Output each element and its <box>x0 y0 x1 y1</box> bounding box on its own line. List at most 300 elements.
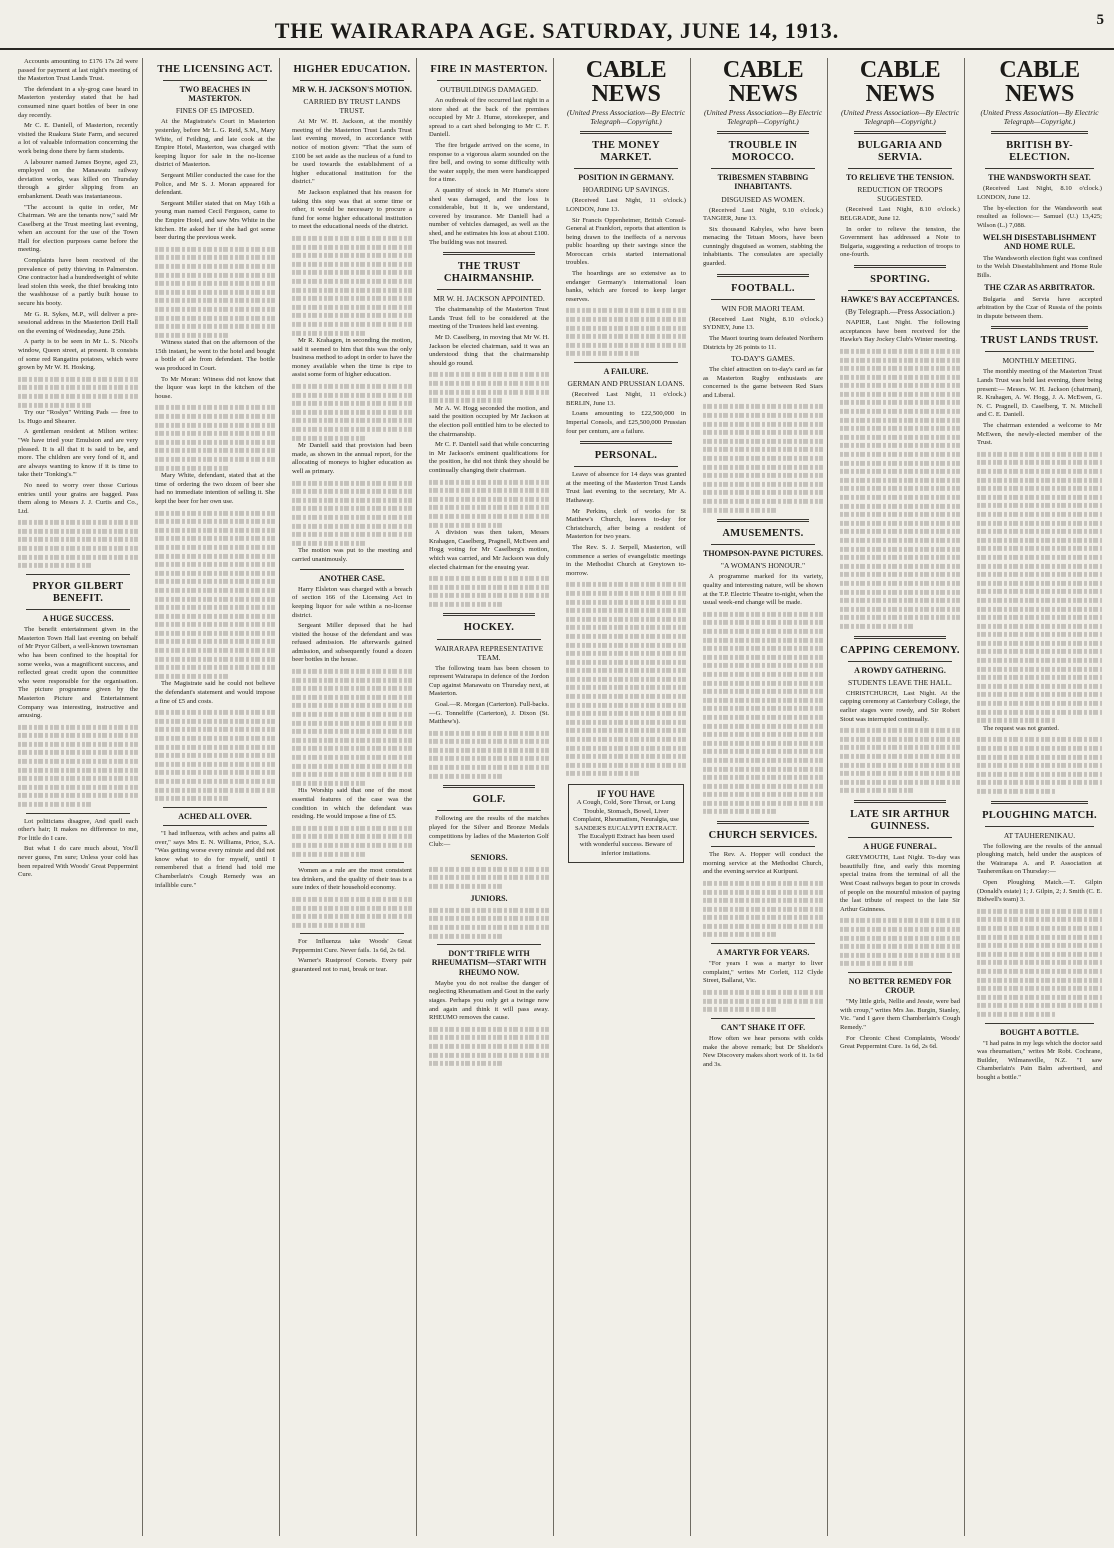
text-line <box>18 759 138 764</box>
subheading: HAWKE'S BAY ACCEPTANCES. <box>840 294 960 304</box>
text-line <box>566 703 686 708</box>
text-line <box>155 545 275 550</box>
text-line <box>292 279 412 284</box>
text-line <box>155 779 275 784</box>
text-line <box>155 596 275 601</box>
text-line <box>566 351 640 356</box>
text-line <box>18 563 92 568</box>
text-line <box>566 343 686 348</box>
column-rule <box>848 290 952 291</box>
headline-licensing-act: THE LICENSING ACT. <box>157 64 273 75</box>
text-line <box>155 281 275 286</box>
text-line <box>18 394 138 399</box>
text-line <box>155 674 229 679</box>
text-line <box>155 579 275 584</box>
text-line <box>840 572 960 577</box>
column-rule <box>711 1018 815 1019</box>
page-number: 5 <box>1096 12 1104 28</box>
text-line <box>977 452 1102 457</box>
text-line <box>977 789 1055 794</box>
text-line <box>977 943 1102 948</box>
advert-paragraph: Women as a rule are the most consistent tea drinkers, and the quality of their teas is a sure index of their household economy. <box>292 867 412 892</box>
text-line <box>840 366 960 371</box>
news-paragraph: Accounts amounting to £176 17s 2d were passed for payment at last night's meeting of the Masterton Trust Lands Trust. <box>18 58 138 83</box>
subheading: AT TAUHERENIKAU. <box>1003 830 1076 840</box>
news-paragraph: The monthly meeting of the Masterton Trust Lands Trust was held last evening, there being present:— Messrs. W. H. Jackson (chairman), R. Krahagen, A. W. Hogg, J. A. McEwen, G. N. C. Pragnell, D. Caselberg, T. N. Mitchell and C. E. Daniell. <box>977 368 1102 419</box>
text-line <box>292 532 412 537</box>
subheading: MR W. H. JACKSON APPOINTED. <box>433 294 545 304</box>
text-line <box>155 264 275 269</box>
text-line <box>703 490 823 495</box>
column-3 <box>288 58 417 1536</box>
text-line <box>429 934 503 939</box>
news-paragraph: Six thousand Kabyles, who have been menacing the Tetuan Moors, have been cunningly disguised as women, stabbing the inhabitants. The consulates are specially guarded. <box>703 225 823 268</box>
text-line <box>703 620 823 625</box>
text-line <box>840 435 960 440</box>
text-line <box>18 793 138 798</box>
text-line <box>292 905 412 910</box>
text-line <box>155 431 275 436</box>
text-line <box>18 546 138 551</box>
headline-british-by-election: BRITISH BY-ELECTION. <box>1006 140 1073 164</box>
news-paragraph: Mr A. W. Hogg seconded the motion, and said the position occupied by Mr Jackson at the election poll entitled him to be elected to the chairmanship. <box>429 404 549 438</box>
text-line <box>18 768 138 773</box>
text-line <box>292 541 366 546</box>
text-line <box>429 522 503 527</box>
text-line <box>292 914 412 919</box>
text-line <box>18 776 138 781</box>
headline-ploughing-match: PLOUGHING MATCH. <box>982 809 1097 821</box>
news-paragraph: The chief attraction on to-day's card as far as Masterton Rugby enthusiasts are concerned is the game between Red Stars and Liberal. <box>703 366 823 399</box>
column-rule <box>848 168 952 169</box>
headline-fire-in-masterton: FIRE IN MASTERTON. <box>430 64 548 75</box>
dateline: (Received Last Night, 11 o'clock.) LONDON, June 13. <box>566 197 686 213</box>
text-line <box>840 512 960 517</box>
text-line <box>155 605 275 610</box>
column-rule <box>985 826 1094 827</box>
text-line <box>429 1027 549 1032</box>
news-paragraph: The by-election for the Wandsworth seat resulted as follows:— Samuel (U.) 13,425; Wilson (L.) 7,088. <box>977 204 1102 229</box>
text-line <box>155 536 275 541</box>
column-rule <box>580 441 672 444</box>
column-rule <box>300 933 404 934</box>
subheading: WIN FOR MAORI TEAM. <box>721 303 805 313</box>
text-line <box>840 349 960 354</box>
text-line <box>155 622 275 627</box>
text-line <box>429 748 549 753</box>
text-line <box>155 571 275 576</box>
subheading: JUNIORS. <box>470 893 508 903</box>
text-line <box>292 746 412 751</box>
column-rule <box>574 466 678 467</box>
advert-heading: IF YOU HAVE <box>597 789 655 799</box>
text-line <box>840 935 960 940</box>
text-line <box>18 402 92 407</box>
column-rule <box>991 131 1088 134</box>
column-rule <box>991 326 1088 329</box>
text-line <box>977 701 1102 706</box>
text-line <box>840 418 960 423</box>
text-line <box>429 908 549 913</box>
column-rule <box>163 825 267 826</box>
headline-golf: GOLF. <box>472 794 506 806</box>
column-rule <box>437 810 541 811</box>
text-line <box>977 952 1102 957</box>
text-line <box>429 875 549 880</box>
headline-trust-lands-trust: TRUST LANDS TRUST. <box>980 335 1099 347</box>
column-rule <box>848 972 952 973</box>
news-paragraph: The following team has been chosen to represent Wairarapa in defence of the Jordon Cup against Manawatu on Thursday next, at Masterton. <box>429 664 549 698</box>
news-paragraph: An outbreak of fire occurred last night in a store shed at the back of the premises occupied by Mr J. Hume, storekeeper, and spread to a cart shed belonging to Mr C. F. Daniell. <box>429 97 549 139</box>
column-rule <box>437 289 541 290</box>
text-line <box>977 718 1055 723</box>
news-paragraph: CHRISTCHURCH, Last Night. At the capping ceremony at Canterbury College, the earlier stages were rowdy, and Sir Robert Stout was interrupted continually. <box>840 689 960 723</box>
news-paragraph: A programme marked for its variety, quality and interesting nature, will be shown at the T.P. Electric Theatre to-night, when the usual week-end change will be made. <box>703 573 823 607</box>
news-paragraph: Mr C. E. Daniell, of Masterton, recently visited the Ruakura State Farm, and secured a lot of valuable information concerning the work being done there by farm students. <box>18 122 138 155</box>
text-line <box>840 443 960 448</box>
column-2 <box>151 58 280 1536</box>
text-line <box>429 398 503 403</box>
news-paragraph: The chairmanship of the Masterton Trust Lands Trust fell to be considered at the meeting of the Trustees held last evening. <box>429 306 549 331</box>
text-line <box>703 465 823 470</box>
headline-sporting: SPORTING. <box>870 273 930 285</box>
text-line <box>703 915 823 920</box>
text-line <box>703 447 823 452</box>
subheading: A HUGE FUNERAL. <box>863 842 937 851</box>
text-line <box>292 244 412 249</box>
subheading: HOARDING UP SAVINGS. <box>582 185 670 195</box>
column-5 <box>562 58 691 1536</box>
text-line <box>977 692 1102 697</box>
text-line <box>18 750 138 755</box>
news-paragraph: To Mr Moran: Witness did not know that the liquor was kept in the kitchen of the house. <box>155 375 275 400</box>
text-line <box>429 731 549 736</box>
headline-bulgaria-and-servia: BULGARIA AND SERVIA. <box>857 140 943 164</box>
text-line <box>429 390 549 395</box>
advert-paragraph: "For years I was a martyr to liver complaint," writes Mr Corlett, 112 Clyde Street, Ballarat, Vic. <box>703 960 823 985</box>
text-line <box>977 478 1102 483</box>
text-line <box>840 555 960 560</box>
text-line <box>566 334 686 339</box>
news-paragraph: The hoardings are so extensive as to endanger Germany's international loan banks, which are forced to keep larger reserves. <box>566 270 686 303</box>
text-line <box>840 409 960 414</box>
news-paragraph: The Maori touring team defeated Northern Districts by 26 points to 11. <box>703 334 823 351</box>
text-line <box>977 581 1102 586</box>
text-line <box>155 727 275 732</box>
text-line <box>703 646 823 651</box>
advert-paragraph: "I had pains in my legs which the doctor said was rheumatism," writes Mr Robt. Cochrane, Builder, Wilmansville, N.Z. "I saw Chamberlain's Pain Balm advertised, and bought a bottle." <box>977 1039 1102 1082</box>
text-line <box>292 843 412 848</box>
subheading: A ROWDY GATHERING. <box>854 665 946 675</box>
news-paragraph: Mr R. Krahagen, in seconding the motion, said it seemed to him that this was the only business method to adopt in order to have the money available when the time is ripe to assist some form of higher education. <box>292 337 412 379</box>
text-line <box>703 663 823 668</box>
text-line <box>977 710 1102 715</box>
text-line <box>977 1003 1102 1008</box>
text-line <box>155 405 275 410</box>
text-line <box>292 703 412 708</box>
text-line <box>840 728 960 733</box>
subheading: OUTBUILDINGS DAMAGED. <box>440 85 538 95</box>
text-line <box>703 413 823 418</box>
text-line <box>703 404 823 409</box>
text-line <box>977 606 1102 611</box>
text-line <box>18 733 138 738</box>
text-line <box>840 495 960 500</box>
text-line <box>977 658 1102 663</box>
news-paragraph: Following are the results of the matches played for the Silver and Bronze Medals competitions by ladies of the Masterton Golf Club:— <box>429 815 549 849</box>
text-line <box>703 672 823 677</box>
text-line <box>977 572 1102 577</box>
news-paragraph: Bulgaria and Servia have accepted arbitration by the Czar of Russia of the points in dispute between them. <box>977 295 1102 320</box>
text-line <box>566 746 686 751</box>
advert-paragraph: For Influenza take Woods' Great Peppermint Cure. Never fails. 1s 6d, 2s 6d. <box>292 938 412 954</box>
news-paragraph: At Mr W. H. Jackson, at the monthly meeting of the Masterton Trust Lands Trust last evening moved, in accordance with notice of motion given: "That the sum of £100 be set aside as the nucleus of a fund to be used towards the establishment of a higher educational institution for the district." <box>292 118 412 186</box>
text-line <box>840 754 960 759</box>
text-line <box>429 774 503 779</box>
text-line <box>840 486 960 491</box>
text-line <box>292 851 366 856</box>
text-line <box>703 629 823 634</box>
text-line <box>18 555 138 560</box>
news-paragraph: Mr C. F. Daniell said that while concurring in Mr Jackson's eminent qualifications for the position, he did not think they should be continually changing their chairman. <box>429 441 549 474</box>
news-paragraph: Mr D. Caselberg, in moving that Mr W. H. Jackson be elected chairman, said it was an understood thing that the chairmanship should go round. <box>429 334 549 367</box>
text-line <box>703 898 823 903</box>
text-line <box>566 737 686 742</box>
text-line <box>155 562 275 567</box>
news-paragraph: Mr Jackson explained that his reason for taking this step was that at some time or other, it would be necessary to procure a fund for some higher educational institution to meet the educational needs of the district. <box>292 189 412 231</box>
column-rule <box>711 299 815 300</box>
text-line <box>18 802 92 807</box>
text-line <box>429 488 549 493</box>
text-line <box>977 909 1102 914</box>
text-line <box>155 272 275 277</box>
column-rule <box>163 80 267 81</box>
text-line <box>292 481 412 486</box>
text-line <box>703 723 823 728</box>
text-line <box>292 669 412 674</box>
text-line <box>292 678 412 683</box>
column-rule <box>443 252 535 255</box>
text-line <box>840 478 960 483</box>
column-rule <box>443 785 535 788</box>
column-rule <box>437 639 541 640</box>
press-credit: (United Press Association—By Electric Telegraph—Copyright.) <box>703 108 823 126</box>
column-rule <box>717 274 809 277</box>
subheading: GERMAN AND PRUSSIAN LOANS. <box>567 379 685 389</box>
text-line <box>566 668 686 673</box>
text-line <box>566 694 686 699</box>
subheading: REDUCTION OF TROOPS SUGGESTED. <box>857 185 943 204</box>
text-line <box>977 512 1102 517</box>
column-rule <box>26 609 130 610</box>
text-line <box>840 400 960 405</box>
text-line <box>977 755 1102 760</box>
text-line <box>977 684 1102 689</box>
cable-news-banner: CABLE NEWS <box>859 58 941 107</box>
text-line <box>292 410 412 415</box>
subheading: (By Telegraph.—Press Association.) <box>845 307 955 317</box>
news-paragraph: Open Ploughing Match.—T. Gilpin (Donald's estate) 1; J. Gilpin, 2; J. Smith (C. E. Bidwell's team) 3. <box>977 879 1102 904</box>
text-line <box>292 515 412 520</box>
text-line <box>292 296 412 301</box>
news-paragraph: The defendant in a sly-grog case heard in Masterton yesterday stated that he had consumed nine quart bottles of beer in one day recently. <box>18 85 138 119</box>
news-paragraph: The request was not granted. <box>983 724 1059 732</box>
text-line <box>566 599 686 604</box>
news-paragraph: The benefit entertainment given in the Masterton Town Hall last evening on behalf of Mr Pryor Gilbert, a well-known townsman who has been confined to the hospital for some weeks, was a magnificent success, and reflected great credit upon the committee who were responsible for the organisation. The picture programme given by the Masterton Picture and Entertainment Company was interesting, instructive and amusing. <box>18 626 138 720</box>
headline-amusements: AMUSEMENTS. <box>722 528 804 540</box>
subheading: WAIRARAPA REPRESENTATIVE TEAM. <box>434 643 544 662</box>
text-line <box>18 785 138 790</box>
text-line <box>703 422 823 427</box>
headline-trust-chairmanship: THE TRUST CHAIRMANSHIP. <box>443 261 535 285</box>
subheading: STUDENTS LEAVE THE HALL. <box>848 677 952 687</box>
text-line <box>703 612 823 617</box>
headline-hockey: HOCKEY. <box>463 622 515 634</box>
subheading: FINES OF £5 IMPOSED. <box>175 106 255 116</box>
text-line <box>429 884 503 889</box>
text-line <box>18 520 138 525</box>
text-line <box>840 737 960 742</box>
text-line <box>566 771 640 776</box>
text-line <box>292 253 412 258</box>
text-line <box>292 738 412 743</box>
column-rule <box>985 1023 1094 1024</box>
text-line <box>840 944 960 949</box>
text-line <box>292 489 412 494</box>
text-line <box>703 689 823 694</box>
subheading: ANOTHER CASE. <box>319 573 385 583</box>
text-line <box>840 745 960 750</box>
news-paragraph: Sergeant Miller stated that on May 16th a young man named Cecil Ferguson, came to the Empire Hotel, and saw Mrs White in the kitchen. He asked her if she had got some beer during the previous week. <box>155 199 275 242</box>
text-line <box>703 809 777 814</box>
text-line <box>566 754 686 759</box>
advert-eucalypti-extract <box>568 784 684 863</box>
text-line <box>840 564 960 569</box>
subheading: ACHED ALL OVER. <box>178 811 252 821</box>
text-line <box>155 745 275 750</box>
text-line <box>840 452 960 457</box>
press-credit: (United Press Association—By Electric Telegraph—Copyright.) <box>840 108 960 126</box>
text-line <box>155 255 275 260</box>
text-line <box>155 290 275 295</box>
text-line <box>977 546 1102 551</box>
column-rule <box>300 80 404 81</box>
text-line <box>703 784 823 789</box>
text-line <box>977 960 1102 965</box>
text-line <box>840 375 960 380</box>
text-line <box>703 499 823 504</box>
text-line <box>155 553 275 558</box>
subheading: WELSH DISESTABLISHMENT AND HOME RULE. <box>982 233 1097 252</box>
text-line <box>155 247 275 252</box>
subheading: CARRIED BY TRUST LANDS TRUST. <box>303 97 401 116</box>
text-line <box>977 926 1102 931</box>
text-line <box>703 508 777 513</box>
text-line <box>703 715 823 720</box>
text-line <box>155 762 275 767</box>
news-paragraph: A party is to be seen in Mr L. S. Nicol's window, Queen street, at present. It consists of some red Rangatira potatoes, which were grown by Mr W. H. Hosking. <box>18 338 138 372</box>
text-line <box>155 787 275 792</box>
news-paragraph: NAPIER, Last Night. The following acceptances have been received for the Hawke's Bay Jockey Club's Winter meeting. <box>840 319 960 344</box>
text-line <box>703 1007 777 1012</box>
advert-text: The Eucalypti Extract has been used with wonderful success. Beware of inferior imitations. <box>577 832 675 857</box>
text-line <box>566 728 686 733</box>
news-paragraph: Harry Elsleton was charged with a breach of section 166 of the Licensing Act in keeping liquor for sale within a no-license district. <box>292 585 412 619</box>
text-line <box>703 638 823 643</box>
poem-verse: Lot politicians disagree, And quell each other's hair; It makes no difference to me, For little do I care. <box>18 817 138 842</box>
text-line <box>840 383 960 388</box>
text-line <box>155 519 275 524</box>
subheading: THE WANDSWORTH SEAT. <box>988 173 1091 183</box>
headline-football: FOOTBALL. <box>731 282 795 294</box>
subheading: THE CZAR AS ARBITRATOR. <box>984 283 1095 293</box>
text-line <box>155 648 275 653</box>
column-1 <box>14 58 143 1536</box>
text-line <box>977 641 1102 646</box>
text-line <box>977 667 1102 672</box>
column-rule <box>854 636 946 639</box>
text-line <box>840 521 960 526</box>
headline-higher-education: HIGHER EDUCATION. <box>293 64 411 75</box>
column-rule <box>991 801 1088 804</box>
text-line <box>566 591 686 596</box>
text-line <box>703 766 823 771</box>
headline-trouble-in-morocco: TROUBLE IN MOROCCO. <box>728 140 798 164</box>
text-line <box>155 298 275 303</box>
column-rule <box>711 544 815 545</box>
column-rule <box>443 613 535 616</box>
text-line <box>292 330 366 335</box>
headline-personal: PERSONAL. <box>594 450 658 462</box>
text-line <box>977 460 1102 465</box>
text-line <box>155 639 275 644</box>
text-line <box>18 725 138 730</box>
text-line <box>429 1035 549 1040</box>
column-6 <box>699 58 828 1536</box>
headline-capping-ceremony: CAPPING CEREMONY. <box>840 644 960 656</box>
text-line <box>292 695 412 700</box>
text-line <box>292 772 412 777</box>
advert-paragraph: How often we hear persons with colds make the above remark; but Dr Sheldon's New Discovery makes short work of it. 1s 6d and 3s. <box>703 1035 823 1068</box>
text-line <box>840 624 914 629</box>
column-rule <box>437 944 541 945</box>
text-line <box>703 706 823 711</box>
text-line <box>703 990 823 995</box>
text-line <box>429 739 549 744</box>
text-line <box>840 392 960 397</box>
news-paragraph: Try our "Roslyn" Writing Pads — free to 1s. Hugo and Shearer. <box>18 409 138 425</box>
news-paragraph: The fire brigade arrived on the scene, in response to a vigorous alarm sounded on the fire bell, and owing to some difficulty with the water supply, the men were handicapped for a time. <box>429 142 549 184</box>
text-line <box>566 308 686 313</box>
text-line <box>703 932 777 937</box>
text-line <box>155 466 229 471</box>
column-rule <box>717 131 809 134</box>
masthead <box>0 12 1114 50</box>
text-line <box>977 675 1102 680</box>
text-line <box>566 685 686 690</box>
dateline: (Received Last Night, 8.10 o'clock.) BELGRADE, June 12. <box>840 206 960 222</box>
advert-paragraph: Maybe you do not realise the danger of neglecting Rheumatism and Gout in the early stages. Perhaps you only get a twinge now and again and think it will pass away. RHEUMO removes the cause. <box>429 979 549 1022</box>
news-paragraph: "The account is quite in order, Mr Chairman. We are the tenants now," said Mr Caselberg at the Trust meeting last evening, when an account for the use of the Town Hall for election purposes came before the meeting. <box>18 203 138 254</box>
text-line <box>977 503 1102 508</box>
text-line <box>840 529 960 534</box>
headline-pryor-gilbert-benefit: PRYOR GILBERT BENEFIT. <box>32 580 124 604</box>
text-line <box>18 742 138 747</box>
news-paragraph: A quantity of stock in Mr Hume's store shed was damaged, and the loss is considerable, but it is, we understand, covered by insurance. Mr Daniell had a number of vehicles damaged, as well as the shed, and he estimates his loss at about £100. The building was not insured. <box>429 187 549 246</box>
column-rule <box>574 362 678 363</box>
text-line <box>703 889 823 894</box>
text-line <box>155 333 229 338</box>
